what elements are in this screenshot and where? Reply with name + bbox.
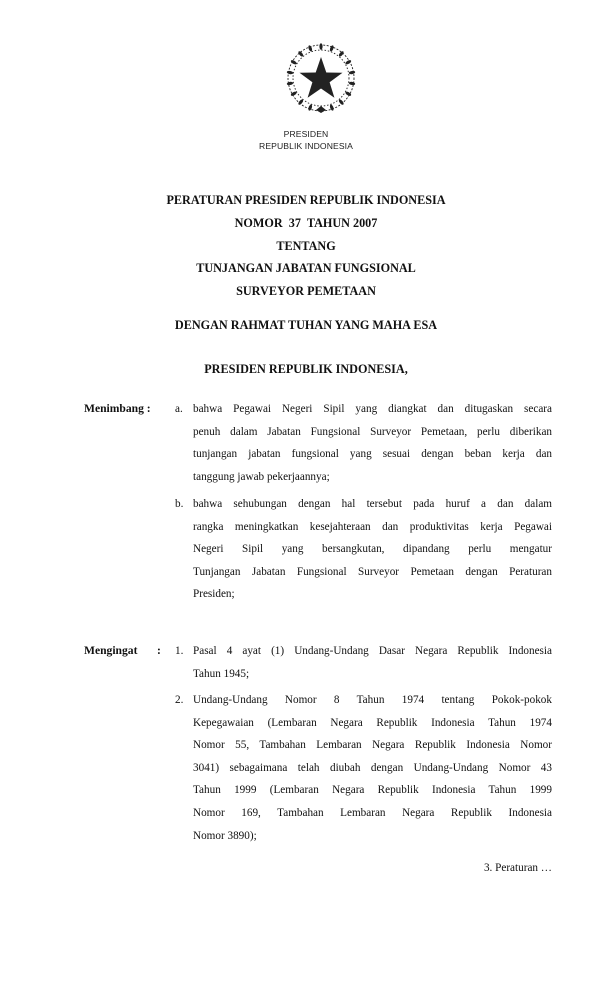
item-marker: b. bbox=[175, 498, 184, 510]
text-line: Tahun 1945; bbox=[193, 667, 250, 680]
item-text bbox=[193, 689, 552, 847]
text-line: Undang-Undang Nomor 8 Tahun 1974 tentang Pokok-pokok bbox=[193, 694, 552, 706]
title-number-line: NOMOR 37 TAHUN 2007 bbox=[234, 215, 378, 230]
presidential-emblem bbox=[281, 38, 361, 118]
text-line: Nomor 169, Tambahan Lembaran Negara Republik Indonesia bbox=[193, 806, 552, 819]
text-line: Kepegawaian (Lembaran Negara Republik Indonesia Tahun 1974 bbox=[193, 716, 552, 729]
text-line: Pasal 4 ayat (1) Undang-Undang Dasar Negara Republik Indonesia bbox=[193, 645, 552, 657]
president-heading: PRESIDEN REPUBLIK INDONESIA, bbox=[204, 362, 408, 376]
item-text bbox=[193, 640, 552, 685]
text-line: bahwa Pegawai Negeri Sipil yang diangkat dan ditugaskan secara bbox=[193, 403, 552, 415]
text-line: Negeri Sipil yang bersangkutan, dipandang perlu mengatur bbox=[193, 543, 552, 556]
text-line: Presiden; bbox=[193, 588, 235, 601]
text-line: tanggung jawab pekerjaannya; bbox=[193, 470, 330, 483]
text-line: 3041) sebagaimana telah diubah dengan Undang-Undang Nomor 43 bbox=[193, 761, 552, 774]
regulation-title bbox=[0, 189, 612, 303]
text-line: tunjangan jabatan fungsional yang sesuai dengan beban kerja dan bbox=[193, 448, 552, 461]
title-line: PERATURAN PRESIDEN REPUBLIK INDONESIA bbox=[166, 193, 446, 207]
text-line: rangka meningkatkan kesejahteraan dan produktivitas kerja Pegawai bbox=[193, 520, 552, 533]
emblem-caption-republik-indonesia: REPUBLIK INDONESIA bbox=[259, 141, 353, 151]
text-line: Tunjangan Jabatan Fungsional Surveyor Pemetaan dengan Peraturan bbox=[193, 565, 552, 578]
menimbang-label: Menimbang : bbox=[84, 402, 151, 415]
item-text bbox=[193, 398, 552, 488]
item-marker: 1. bbox=[175, 645, 184, 657]
text-line: Tahun 1999 (Lembaran Negara Republik Indonesia Tahun 1999 bbox=[193, 784, 552, 797]
item-marker: 2. bbox=[175, 694, 184, 706]
text-line: bahwa sehubungan dengan hal tersebut pada huruf a dan dalam bbox=[193, 498, 552, 510]
item-text bbox=[193, 493, 552, 606]
mengingat-colon: : bbox=[157, 644, 161, 657]
title-line: TUNJANGAN JABATAN FUNGSIONAL bbox=[196, 261, 416, 276]
item-marker: a. bbox=[175, 403, 183, 415]
text-line: Nomor 3890); bbox=[193, 829, 257, 842]
text-line: Nomor 55, Tambahan Lembaran Negara Republik Indonesia Nomor bbox=[193, 739, 552, 752]
continued-next-page-marker: 3. Peraturan … bbox=[483, 862, 552, 874]
title-line: SURVEYOR PEMETAAN bbox=[236, 284, 376, 299]
emblem-caption-presiden: PRESIDEN bbox=[283, 129, 329, 139]
mengingat-label: Mengingat bbox=[84, 644, 138, 657]
title-line: TENTANG bbox=[276, 238, 336, 253]
garuda-star-wreath-emblem-icon bbox=[281, 38, 361, 118]
basmalah-heading: DENGAN RAHMAT TUHAN YANG MAHA ESA bbox=[174, 318, 438, 332]
text-line: penuh dalam Jabatan Fungsional Surveyor Pemetaan, perlu diberikan bbox=[193, 425, 552, 438]
